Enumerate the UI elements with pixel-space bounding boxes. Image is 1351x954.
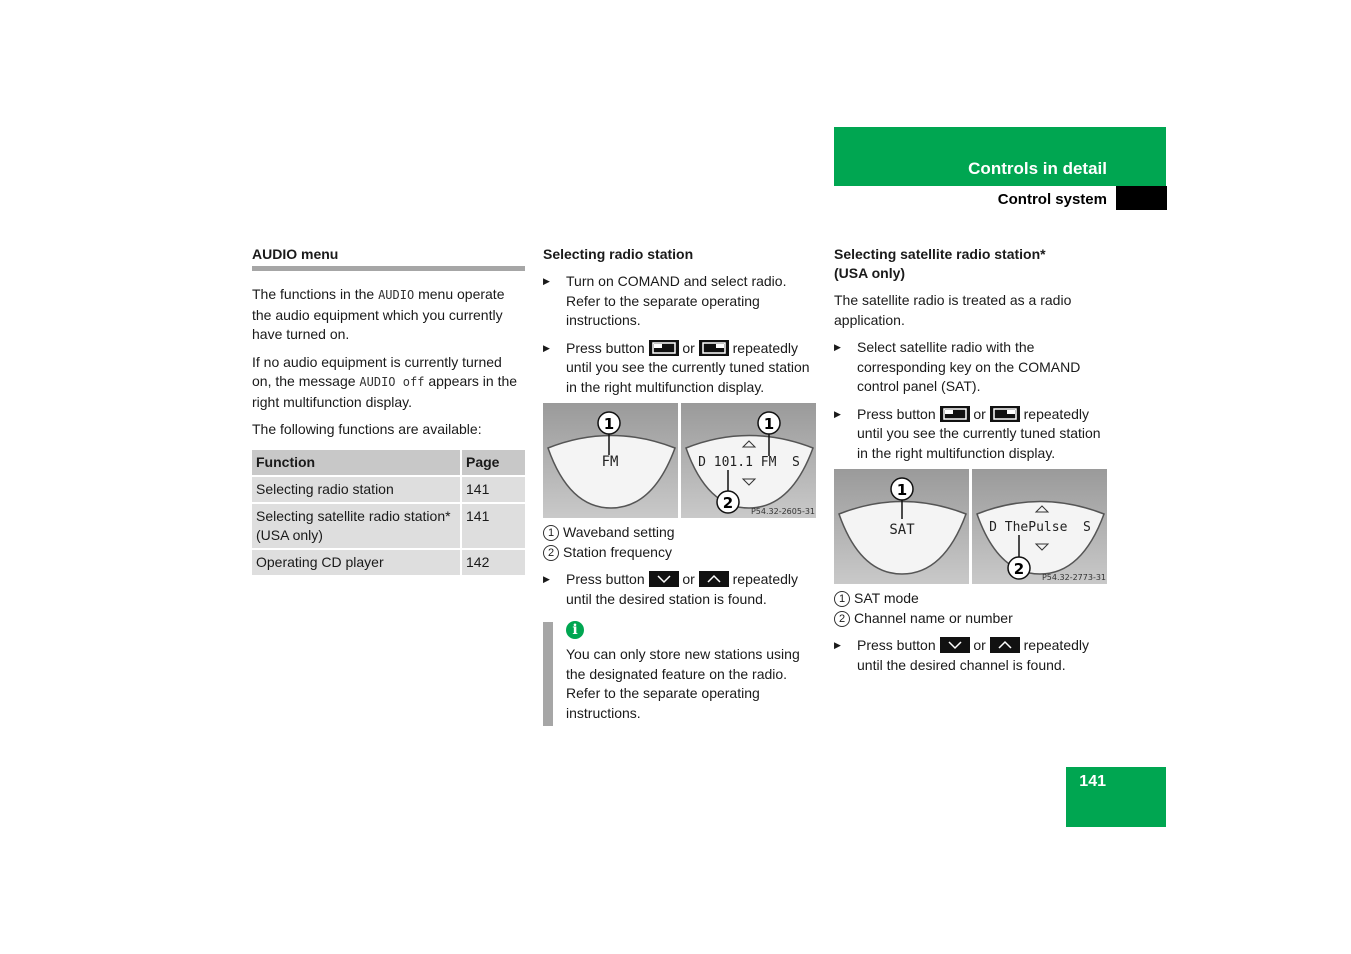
table-row bbox=[252, 504, 525, 548]
paragraph: The functions in the AUDIO menu operate the audio equipment which you currently have turned on. bbox=[252, 286, 505, 342]
header-page: Page bbox=[460, 450, 525, 475]
function-cell: Selecting satellite radio station* (USA only) bbox=[252, 504, 460, 548]
info-sidebar bbox=[543, 622, 553, 726]
satellite-display-figure bbox=[834, 469, 1107, 584]
arrow-down-key-icon bbox=[940, 637, 970, 653]
paragraph: If no audio equipment is currently turned on, the message AUDIO off appears in the right multifunction display. bbox=[252, 353, 518, 410]
function-cell: Selecting radio station bbox=[252, 477, 460, 502]
step-press-arrow-keys: ▶ Press button or repeatedly until the desired channel is found. bbox=[834, 636, 1109, 675]
function-cell: Operating CD player bbox=[252, 550, 460, 575]
radio-display-illustration bbox=[543, 403, 816, 518]
figure-code: P54.32-2605-31 bbox=[750, 507, 816, 516]
satellite-heading: Selecting satellite radio station* (USA only) bbox=[834, 246, 1046, 281]
step-select-satellite: ▶ Select satellite radio with the corresponding key on the COMAND control panel (SAT). bbox=[834, 338, 1109, 397]
display-channel: D ThePulse S bbox=[989, 520, 1091, 535]
audio-menu-heading: AUDIO menu bbox=[252, 246, 339, 262]
radio-heading: Selecting radio station bbox=[543, 246, 694, 262]
section-title: Controls in detail bbox=[968, 159, 1107, 178]
callout-1: 1 bbox=[763, 415, 775, 433]
legend-item-2: 2 Channel name or number bbox=[834, 609, 1109, 629]
display-right-key-icon bbox=[699, 340, 729, 356]
page-cell: 141 bbox=[460, 477, 525, 502]
column-audio-menu bbox=[252, 245, 525, 577]
callout-2: 2 bbox=[1013, 560, 1025, 578]
table-row bbox=[252, 550, 525, 575]
info-icon: i bbox=[566, 621, 584, 639]
paragraph: The satellite radio is treated as a radio application. bbox=[834, 292, 1072, 328]
table-row bbox=[252, 477, 525, 502]
column-satellite-radio-continued bbox=[834, 589, 1109, 683]
column-selecting-radio bbox=[543, 245, 818, 405]
figure-code: P54.32-2773-31 bbox=[1041, 573, 1107, 582]
header-function: Function bbox=[252, 450, 460, 475]
step-press-display-keys: ▶ Press button or repeatedly until you see the currently tuned station in the right multifunction display. bbox=[543, 339, 818, 398]
functions-table bbox=[252, 448, 525, 577]
subsection-marker bbox=[1116, 186, 1167, 210]
step-turn-on: ▶ Turn on COMAND and select radio. Refer to the separate operating instructions. bbox=[543, 272, 818, 331]
display-mode: SAT bbox=[889, 522, 915, 538]
display-right-key-icon bbox=[990, 406, 1020, 422]
display-left-key-icon bbox=[649, 340, 679, 356]
arrow-down-key-icon bbox=[649, 571, 679, 587]
display-left-key-icon bbox=[940, 406, 970, 422]
radio-display-figure bbox=[543, 403, 816, 518]
step-press-arrow-keys: ▶ Press button or repeatedly until the desired station is found. bbox=[543, 570, 818, 609]
legend-item-1: 1 Waveband setting bbox=[543, 523, 818, 543]
page-cell: 141 bbox=[460, 504, 525, 548]
page-cell: 142 bbox=[460, 550, 525, 575]
callout-2: 2 bbox=[722, 494, 734, 512]
column-selecting-radio-continued bbox=[543, 523, 818, 617]
table-header-row bbox=[252, 450, 525, 475]
display-frequency: D 101.1 FM S bbox=[698, 455, 800, 470]
paragraph: The following functions are available: bbox=[252, 421, 482, 437]
legend-item-2: 2 Station frequency bbox=[543, 543, 818, 563]
legend-item-1: 1 SAT mode bbox=[834, 589, 1109, 609]
callout-1: 1 bbox=[896, 481, 908, 499]
subsection-title: Control system bbox=[997, 191, 1107, 208]
step-press-display-keys: ▶ Press button or repeatedly until you see the currently tuned station in the right multifunction display. bbox=[834, 405, 1109, 464]
arrow-up-key-icon bbox=[990, 637, 1020, 653]
column-satellite-radio bbox=[834, 245, 1109, 471]
heading-rule bbox=[252, 266, 525, 271]
arrow-up-key-icon bbox=[699, 571, 729, 587]
display-waveband: FM bbox=[601, 454, 619, 470]
info-note: You can only store new stations using the designated feature on the radio. Refer to the separate operating instructions. bbox=[566, 646, 800, 721]
page-number: 141 bbox=[1079, 773, 1106, 790]
satellite-display-illustration bbox=[834, 469, 1107, 584]
callout-1: 1 bbox=[603, 415, 615, 433]
